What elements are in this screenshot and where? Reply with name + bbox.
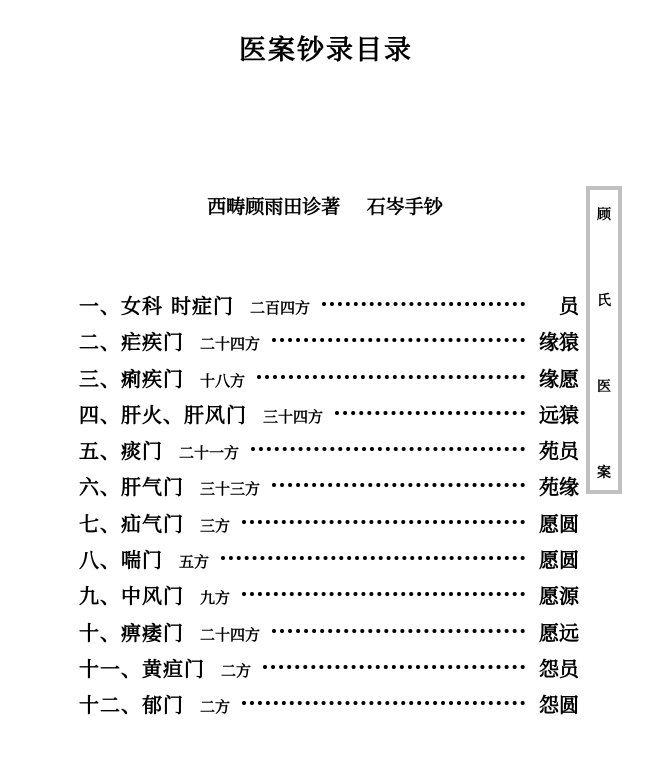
toc-leader-dots bbox=[242, 701, 525, 705]
toc-entry bbox=[79, 433, 579, 469]
toc-entry bbox=[79, 542, 579, 578]
toc-entry-title: 十、痹痿门 bbox=[79, 620, 184, 645]
toc-entry-count: 五方 bbox=[179, 553, 210, 572]
toc-entry-title: 十二、郁门 bbox=[79, 693, 184, 718]
toc-entry-count: 三方 bbox=[200, 516, 231, 535]
toc-entry-count: 二十四方 bbox=[200, 625, 261, 644]
toc-leader-dots bbox=[263, 665, 525, 669]
toc-leader-dots bbox=[322, 302, 525, 306]
toc-entry-page: 远猿 bbox=[539, 402, 579, 427]
toc-entry-page: 苑缘 bbox=[539, 475, 579, 500]
toc-entry-page: 员 bbox=[559, 294, 579, 318]
side-tab-char: 案 bbox=[597, 465, 611, 481]
toc-leader-dots bbox=[221, 556, 525, 560]
toc-entry-count: 二方 bbox=[200, 698, 231, 717]
toc-entry-count: 二十一方 bbox=[179, 444, 240, 463]
toc-entry-page: 愿源 bbox=[539, 584, 579, 609]
toc-leader-dots bbox=[272, 483, 525, 487]
toc-leader-dots bbox=[257, 375, 525, 379]
toc-entry-title: 四、肝火、肝风门 bbox=[79, 402, 247, 427]
toc-leader-dots bbox=[242, 592, 525, 596]
toc-entry-title: 六、肝气门 bbox=[79, 475, 184, 500]
toc-entry-page: 苑员 bbox=[539, 439, 579, 464]
toc-entry-title: 二、疟疾门 bbox=[79, 330, 184, 355]
page-title: 医案钞录目录 bbox=[239, 35, 413, 66]
author-line: 西畴顾雨田诊著 石岑手钞 bbox=[207, 196, 443, 218]
toc-entry bbox=[79, 288, 579, 324]
toc-entry-page: 愿圆 bbox=[539, 548, 579, 573]
toc-entry-page: 愿远 bbox=[539, 620, 579, 645]
side-tab-char: 顾 bbox=[597, 207, 611, 223]
side-tab-char: 医 bbox=[597, 379, 611, 395]
toc-entry-count: 二方 bbox=[221, 661, 252, 680]
toc-entry-title: 十一、黄疸门 bbox=[79, 656, 205, 681]
toc-entry-title: 七、疝气门 bbox=[79, 511, 184, 536]
toc-entry-title: 五、痰门 bbox=[79, 439, 163, 464]
toc-entry bbox=[79, 615, 579, 651]
toc-leader-dots bbox=[251, 447, 525, 451]
toc-entry-count: 二十四方 bbox=[200, 335, 261, 354]
toc-entry bbox=[79, 687, 579, 723]
toc-leader-dots bbox=[272, 338, 525, 342]
toc-entry-title: 一、女科 时症门 bbox=[79, 294, 234, 318]
toc-entry-count: 三十三方 bbox=[200, 480, 261, 499]
toc-entry-page: 怨员 bbox=[539, 656, 579, 681]
toc-entry-page: 缘猿 bbox=[539, 330, 579, 355]
toc-entry-page: 缘愿 bbox=[539, 366, 579, 391]
toc-entry bbox=[79, 506, 579, 542]
toc-entry-title: 三、痢疾门 bbox=[79, 366, 184, 391]
toc-entry bbox=[79, 469, 579, 505]
toc-entry-page: 愿圆 bbox=[539, 511, 579, 536]
toc-entry-title: 九、中风门 bbox=[79, 584, 184, 609]
side-tab bbox=[586, 186, 622, 494]
table-of-contents bbox=[79, 288, 579, 724]
toc-entry bbox=[79, 578, 579, 614]
toc-leader-dots bbox=[272, 629, 525, 633]
side-tab-char: 氏 bbox=[597, 293, 611, 309]
toc-entry-count: 三十四方 bbox=[263, 407, 324, 426]
toc-entry bbox=[79, 651, 579, 687]
toc-leader-dots bbox=[335, 411, 525, 415]
toc-leader-dots bbox=[242, 520, 525, 524]
toc-entry-title: 八、喘门 bbox=[79, 548, 163, 573]
toc-entry bbox=[79, 397, 579, 433]
toc-entry bbox=[79, 361, 579, 397]
toc-entry-count: 九方 bbox=[200, 589, 231, 608]
toc-entry-count: 十八方 bbox=[200, 371, 246, 390]
toc-entry bbox=[79, 324, 579, 360]
toc-entry-page: 怨圆 bbox=[539, 693, 579, 718]
toc-entry-count: 二百四方 bbox=[249, 299, 310, 317]
